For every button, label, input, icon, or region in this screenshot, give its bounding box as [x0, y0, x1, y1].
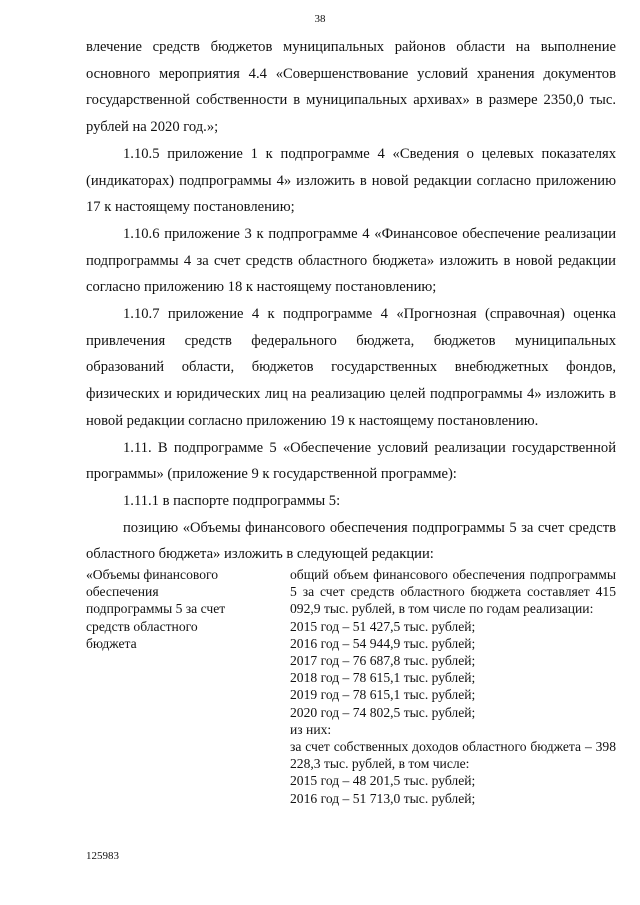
funding-year-2015: 2015 год – 51 427,5 тыс. рублей;: [290, 618, 476, 634]
paragraph-1-10-7: 1.10.7 приложение 4 к подпрограмме 4 «Прогнозная (справочная) оценка привлечения средств федерального бюджета, бюджетов муниципальных образований области, бюджетов государственных внебюджетных фондов, физических и юридических лиц на реализацию целей подпрограммы 4» изложить в новой редакции согласно приложению 19 к настоящему постановлению.: [86, 306, 616, 429]
funding-year-2020: 2020 год – 74 802,5 тыс. рублей;: [290, 704, 476, 720]
paragraph-1-11: 1.11. В подпрограмме 5 «Обеспечение условий реализации государственной программы» (приложение 9 к государственной программе):: [86, 439, 616, 483]
document-code: 125983: [86, 850, 119, 862]
paragraph-1-10-5: 1.10.5 приложение 1 к подпрограмме 4 «Сведения о целевых показателях (индикаторах) подпрограммы 4» изложить в новой редакции согласно приложению 17 к настоящему постановлению;: [86, 145, 616, 216]
table-right-cell: [290, 566, 616, 807]
funding-year-2019: 2019 год – 78 615,1 тыс. рублей;: [290, 687, 476, 703]
own-income-text: за счет собственных доходов областного бюджета – 398 228,3 тыс. рублей, в том числе:: [290, 739, 616, 772]
paragraph-1-11-1: 1.11.1 в паспорте подпрограммы 5:: [123, 492, 341, 509]
funding-year-2017: 2017 год – 76 687,8 тыс. рублей;: [290, 653, 476, 669]
paragraph-continuation: влечение средств бюджетов муниципальных районов области на выполнение основного мероприятия 4.4 «Совершенствование условий хранения документов государственной собственности в муниципальных архивах» в размере 2350,0 тыс. рублей на 2020 год.»;: [86, 39, 616, 136]
document-body: [86, 34, 616, 568]
funding-intro: общий объем финансового обеспечения подпрограммы 5 за счет средств областного бюджета составляет 415 092,9 тыс. рублей, в том числе по годам реализации:: [290, 567, 616, 617]
table-left-cell: «Объемы финансового обеспечения подпрограммы 5 за счет средств областного бюджета: [86, 567, 226, 651]
paragraph-position: позицию «Объемы финансового обеспечения подпрограммы 5 за счет средств областного бюджета» изложить в следующей редакции:: [86, 519, 616, 563]
paragraph-1-10-6: 1.10.6 приложение 3 к подпрограмме 4 «Финансовое обеспечение реализации подпрограммы 4 за счет средств областного бюджета» изложить в новой редакции согласно приложению 18 к настоящему постановлению;: [86, 225, 616, 296]
funding-year-2016: 2016 год – 54 944,9 тыс. рублей;: [290, 635, 476, 651]
own-year-2015: 2015 год – 48 201,5 тыс. рублей;: [290, 773, 476, 789]
own-year-2016: 2016 год – 51 713,0 тыс. рублей;: [290, 790, 476, 806]
of-them-label: из них:: [290, 721, 332, 737]
page-number: 38: [314, 13, 326, 25]
funding-year-2018: 2018 год – 78 615,1 тыс. рублей;: [290, 670, 476, 686]
